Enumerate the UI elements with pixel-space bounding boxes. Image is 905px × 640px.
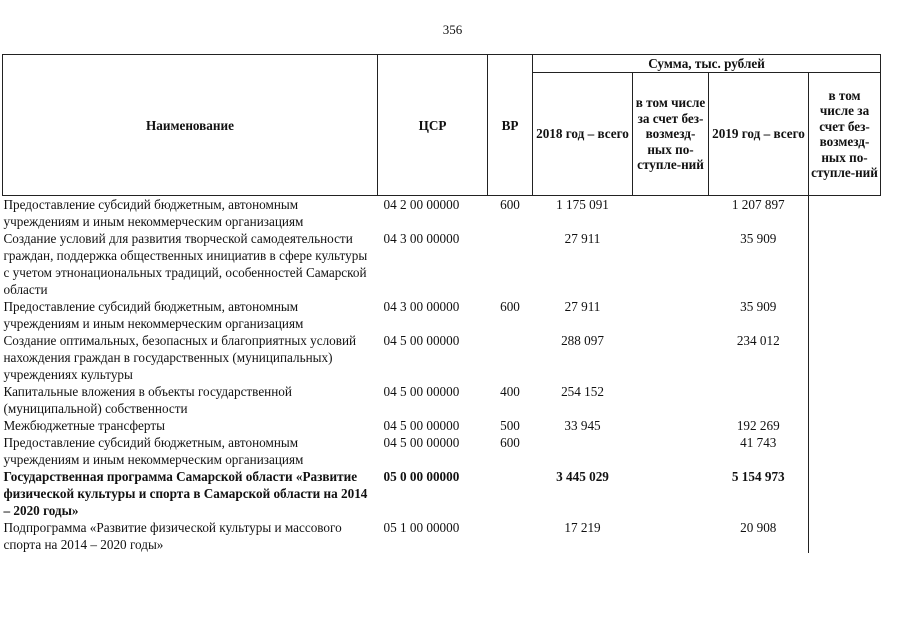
row-csr: 04 5 00 00000 xyxy=(383,418,460,433)
table-row xyxy=(3,434,881,468)
header-2018-free: в том числе за счет без-возмезд-ных по-ступле-ний xyxy=(633,73,709,196)
row-csr: 04 3 00 00000 xyxy=(383,231,460,246)
row-name: Создание условий для развития творческой самодеятельности граждан, поддержка общественных инициатив в сфере культуры с учетом этнонациональных традиций, особенностей Самарской области xyxy=(3,231,368,297)
row-vr: 600 xyxy=(500,299,520,314)
row-vr: 600 xyxy=(500,197,520,212)
row-2019-free xyxy=(809,434,881,468)
row-name: Межбюджетные трансферты xyxy=(3,418,165,433)
row-2018-free xyxy=(633,383,709,417)
table-row xyxy=(3,383,881,417)
row-csr: 04 5 00 00000 xyxy=(383,333,460,348)
header-2019-free: в том числе за счет без-возмезд-ных по-ступле-ний xyxy=(809,73,881,196)
row-2018-total: 288 097 xyxy=(561,333,604,348)
row-2018-total: 33 945 xyxy=(564,418,601,433)
table-row xyxy=(3,230,881,298)
row-2019-total xyxy=(709,383,809,417)
header-sum-group: Сумма, тыс. рублей xyxy=(533,55,881,73)
row-name: Создание оптимальных, безопасных и благоприятных условий нахождения граждан в государственных (муниципальных) учреждениях культуры xyxy=(3,333,357,382)
row-2018-free xyxy=(633,434,709,468)
row-2018-total: 3 445 029 xyxy=(556,469,609,484)
header-2019-total: 2019 год – всего xyxy=(709,73,809,196)
row-2019-free xyxy=(809,196,881,231)
table-row xyxy=(3,196,881,231)
table-row xyxy=(3,417,881,434)
row-2018-free xyxy=(633,230,709,298)
row-name: Подпрограмма «Развитие физической культуры и массового спорта на 2014 – 2020 годы» xyxy=(3,520,342,552)
row-vr: 600 xyxy=(500,435,520,450)
row-2018-total: 254 152 xyxy=(561,384,604,399)
row-csr: 04 5 00 00000 xyxy=(383,435,460,450)
row-2019-free xyxy=(809,519,881,553)
row-name: Государственная программа Самарской области «Развитие физической культуры и спорта в Самарской области на 2014 – 2020 годы» xyxy=(3,469,368,518)
row-name: Капитальные вложения в объекты государственной (муниципальной) собственности xyxy=(3,384,292,416)
table-header xyxy=(3,55,881,196)
row-csr: 04 2 00 00000 xyxy=(383,197,460,212)
budget-table xyxy=(2,54,881,553)
row-name: Предоставление субсидий бюджетным, автономным учреждениям и иным некоммерческим организациям xyxy=(3,299,304,331)
row-2019-total: 1 207 897 xyxy=(731,197,785,212)
row-2019-total: 41 743 xyxy=(740,435,777,450)
row-vr xyxy=(488,332,533,383)
row-2018-free xyxy=(633,417,709,434)
table-row xyxy=(3,298,881,332)
row-csr: 04 5 00 00000 xyxy=(383,384,460,399)
table-row xyxy=(3,519,881,553)
row-vr xyxy=(488,230,533,298)
row-vr: 400 xyxy=(500,384,520,399)
table-body xyxy=(3,196,881,554)
row-2019-free xyxy=(809,230,881,298)
row-2019-total: 234 012 xyxy=(736,333,780,348)
row-2018-total: 17 219 xyxy=(564,520,601,535)
row-csr: 04 3 00 00000 xyxy=(383,299,460,314)
row-2018-free xyxy=(633,468,709,519)
page-number: 356 xyxy=(442,22,463,37)
row-2018-total: 27 911 xyxy=(564,299,601,314)
row-2019-total: 35 909 xyxy=(740,299,777,314)
row-2018-total: 27 911 xyxy=(564,231,601,246)
row-2018-total xyxy=(533,434,633,468)
row-csr: 05 1 00 00000 xyxy=(383,520,460,535)
table-row xyxy=(3,468,881,519)
row-2018-total: 1 175 091 xyxy=(556,197,609,212)
header-2018-total: 2018 год – всего xyxy=(533,73,633,196)
row-csr: 05 0 00 00000 xyxy=(383,469,460,484)
row-name: Предоставление субсидий бюджетным, автономным учреждениям и иным некоммерческим организациям xyxy=(3,435,304,467)
row-vr xyxy=(488,519,533,553)
row-2018-free xyxy=(633,332,709,383)
row-2019-total: 35 909 xyxy=(740,231,777,246)
row-2019-total: 192 269 xyxy=(736,418,780,433)
row-2019-total: 20 908 xyxy=(740,520,777,535)
header-csr: ЦСР xyxy=(378,55,488,196)
row-2019-total: 5 154 973 xyxy=(731,469,785,484)
row-name: Предоставление субсидий бюджетным, автономным учреждениям и иным некоммерческим организациям xyxy=(3,197,304,229)
table-row xyxy=(3,332,881,383)
row-2019-free xyxy=(809,468,881,519)
row-2019-free xyxy=(809,417,881,434)
row-2019-free xyxy=(809,332,881,383)
header-name: Наименование xyxy=(3,55,378,196)
row-vr: 500 xyxy=(500,418,520,433)
header-vr: ВР xyxy=(488,55,533,196)
row-2019-free xyxy=(809,298,881,332)
row-2018-free xyxy=(633,519,709,553)
row-2018-free xyxy=(633,298,709,332)
row-2018-free xyxy=(633,196,709,231)
row-vr xyxy=(488,468,533,519)
row-2019-free xyxy=(809,383,881,417)
